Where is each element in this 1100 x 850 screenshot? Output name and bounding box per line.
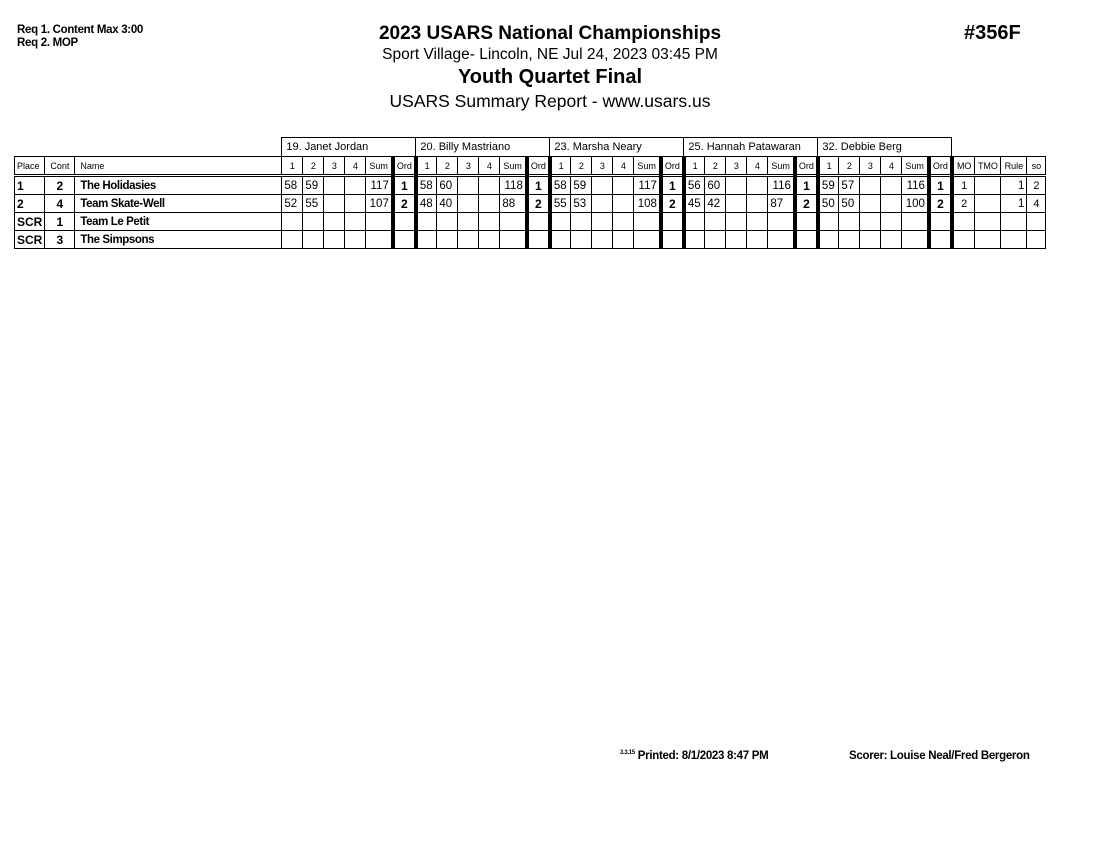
- header-4: 4: [613, 157, 634, 176]
- score-cell: 60: [705, 176, 726, 195]
- sum-cell: 107: [366, 195, 393, 213]
- so-cell: [1027, 231, 1046, 249]
- scorer-info: Scorer: Louise Neal/Fred Bergeron: [849, 750, 1030, 762]
- score-cell: [839, 231, 860, 249]
- sum-cell: 117: [366, 176, 393, 195]
- team-name-cell: Team Le Petit: [75, 213, 282, 231]
- header-ord: Ord: [527, 157, 550, 176]
- printed-info: [620, 750, 768, 762]
- tmo-cell: [975, 213, 1001, 231]
- judge-name: 32. Debbie Berg: [818, 138, 952, 157]
- table-row: [15, 176, 1046, 195]
- column-header-row: [15, 157, 1046, 176]
- rule-cell: [1001, 231, 1027, 249]
- ordinal-cell: 2: [527, 195, 550, 213]
- judge-header-row: [15, 138, 1046, 157]
- score-cell: [324, 176, 345, 195]
- ordinal-cell: 1: [661, 176, 684, 195]
- header-ord: Ord: [929, 157, 952, 176]
- mo-cell: [952, 231, 975, 249]
- score-cell: [818, 213, 839, 231]
- sum-cell: 100: [902, 195, 929, 213]
- sum-cell: 87: [768, 195, 795, 213]
- score-cell: [860, 213, 881, 231]
- score-cell: [860, 176, 881, 195]
- score-cell: [345, 231, 366, 249]
- score-cell: [592, 213, 613, 231]
- score-cell: [881, 231, 902, 249]
- header-4: 4: [881, 157, 902, 176]
- ordinal-cell: 2: [661, 195, 684, 213]
- score-cell: [437, 231, 458, 249]
- ordinal-cell: 1: [929, 176, 952, 195]
- score-cell: [324, 231, 345, 249]
- score-cell: [282, 231, 303, 249]
- score-cell: [416, 231, 437, 249]
- header-sum: Sum: [366, 157, 393, 176]
- score-cell: [747, 176, 768, 195]
- score-cell: 52: [282, 195, 303, 213]
- team-name-cell: The Simpsons: [75, 231, 282, 249]
- judge-name: 25. Hannah Patawaran: [684, 138, 818, 157]
- score-cell: 58: [550, 176, 571, 195]
- cont-cell: 3: [45, 231, 75, 249]
- score-cell: [881, 195, 902, 213]
- score-cell: [458, 213, 479, 231]
- cont-cell: 2: [45, 176, 75, 195]
- sum-cell: [768, 213, 795, 231]
- score-cell: [550, 213, 571, 231]
- cont-cell: 4: [45, 195, 75, 213]
- sum-cell: [500, 213, 527, 231]
- score-cell: [416, 213, 437, 231]
- rule-cell: 1: [1001, 176, 1027, 195]
- event-number: #356F: [964, 22, 1021, 44]
- header-sum: Sum: [768, 157, 795, 176]
- header-3: 3: [726, 157, 747, 176]
- header-3: 3: [592, 157, 613, 176]
- ordinal-cell: [527, 231, 550, 249]
- event-title: Youth Quartet Final: [457, 66, 643, 88]
- score-cell: [881, 176, 902, 195]
- header-1: 1: [416, 157, 437, 176]
- sum-cell: [902, 231, 929, 249]
- venue-datetime: Sport Village- Lincoln, NE Jul 24, 2023 03:45 PM: [382, 46, 718, 63]
- header-1: 1: [282, 157, 303, 176]
- sum-cell: 108: [634, 195, 661, 213]
- requirement-1: Req 1. Content Max 3:00: [17, 24, 144, 36]
- header-2: 2: [303, 157, 324, 176]
- sum-cell: 117: [634, 176, 661, 195]
- sum-cell: [500, 231, 527, 249]
- place-cell: SCR: [15, 213, 45, 231]
- score-cell: 59: [571, 176, 592, 195]
- score-cell: [613, 195, 634, 213]
- header-2: 2: [705, 157, 726, 176]
- so-cell: [1027, 213, 1046, 231]
- score-cell: [458, 195, 479, 213]
- header-4: 4: [747, 157, 768, 176]
- header-sum: Sum: [500, 157, 527, 176]
- score-cell: [705, 213, 726, 231]
- score-cell: 58: [282, 176, 303, 195]
- printed-timestamp: Printed: 8/1/2023 8:47 PM: [637, 750, 769, 762]
- score-cell: [592, 176, 613, 195]
- championship-title: 2023 USARS National Championships: [378, 23, 722, 44]
- sum-cell: [366, 213, 393, 231]
- so-cell: 4: [1027, 195, 1046, 213]
- header-place: Place: [15, 157, 45, 176]
- blank-cell: [15, 138, 282, 157]
- score-cell: [747, 213, 768, 231]
- score-cell: 50: [839, 195, 860, 213]
- header-1: 1: [818, 157, 839, 176]
- score-cell: [479, 176, 500, 195]
- score-cell: [684, 213, 705, 231]
- score-cell: [324, 213, 345, 231]
- score-cell: [592, 195, 613, 213]
- header-2: 2: [839, 157, 860, 176]
- score-cell: [684, 231, 705, 249]
- judge-name: 23. Marsha Neary: [550, 138, 684, 157]
- tmo-cell: [975, 176, 1001, 195]
- ordinal-cell: [795, 231, 818, 249]
- sum-cell: [634, 213, 661, 231]
- score-cell: [571, 231, 592, 249]
- score-cell: 57: [839, 176, 860, 195]
- table-row: [15, 231, 1046, 249]
- place-cell: 1: [15, 176, 45, 195]
- score-cell: [705, 231, 726, 249]
- score-cell: [613, 231, 634, 249]
- report-subtitle: USARS Summary Report - www.usars.us: [389, 91, 711, 111]
- score-cell: [613, 176, 634, 195]
- sum-cell: 116: [768, 176, 795, 195]
- team-name-cell: Team Skate-Well: [75, 195, 282, 213]
- score-cell: [458, 231, 479, 249]
- ordinal-cell: 1: [527, 176, 550, 195]
- header-so: so: [1027, 157, 1046, 176]
- requirements: [17, 24, 143, 50]
- header-4: 4: [345, 157, 366, 176]
- sum-cell: [768, 231, 795, 249]
- ordinal-cell: 1: [393, 176, 416, 195]
- score-cell: [437, 213, 458, 231]
- ordinal-cell: 2: [393, 195, 416, 213]
- results-table: [14, 137, 1046, 249]
- score-cell: 45: [684, 195, 705, 213]
- score-cell: [324, 195, 345, 213]
- score-cell: 55: [550, 195, 571, 213]
- sum-cell: [902, 213, 929, 231]
- header-1: 1: [684, 157, 705, 176]
- header-3: 3: [324, 157, 345, 176]
- score-cell: [747, 195, 768, 213]
- rule-cell: [1001, 213, 1027, 231]
- score-cell: 58: [416, 176, 437, 195]
- ordinal-cell: [929, 231, 952, 249]
- score-cell: [881, 213, 902, 231]
- mo-cell: [952, 213, 975, 231]
- version-number: 3.3.15: [620, 750, 635, 757]
- mo-cell: 2: [952, 195, 975, 213]
- header-ord: Ord: [661, 157, 684, 176]
- ordinal-cell: [661, 231, 684, 249]
- score-cell: 59: [303, 176, 324, 195]
- sum-cell: [634, 231, 661, 249]
- header-cont: Cont: [45, 157, 75, 176]
- score-cell: [479, 213, 500, 231]
- ordinal-cell: 2: [795, 195, 818, 213]
- score-cell: [345, 195, 366, 213]
- cont-cell: 1: [45, 213, 75, 231]
- table-row: [15, 213, 1046, 231]
- sum-cell: 116: [902, 176, 929, 195]
- ordinal-cell: [661, 213, 684, 231]
- sum-cell: [366, 231, 393, 249]
- team-name-cell: The Holidasies: [75, 176, 282, 195]
- score-cell: [613, 213, 634, 231]
- header-2: 2: [437, 157, 458, 176]
- score-cell: [479, 231, 500, 249]
- header-2: 2: [571, 157, 592, 176]
- judge-name: 19. Janet Jordan: [282, 138, 416, 157]
- header-name: Name: [75, 157, 282, 176]
- score-cell: 53: [571, 195, 592, 213]
- place-cell: SCR: [15, 231, 45, 249]
- score-cell: [458, 176, 479, 195]
- score-cell: [550, 231, 571, 249]
- rule-cell: 1: [1001, 195, 1027, 213]
- tmo-cell: [975, 231, 1001, 249]
- ordinal-cell: [795, 213, 818, 231]
- score-cell: 42: [705, 195, 726, 213]
- report-header: [330, 22, 770, 112]
- ordinal-cell: [929, 213, 952, 231]
- ordinal-cell: 2: [929, 195, 952, 213]
- header-tmo: TMO: [975, 157, 1001, 176]
- ordinal-cell: [527, 213, 550, 231]
- score-cell: 55: [303, 195, 324, 213]
- score-cell: [345, 176, 366, 195]
- mo-cell: 1: [952, 176, 975, 195]
- header-3: 3: [458, 157, 479, 176]
- score-cell: [479, 195, 500, 213]
- header-sum: Sum: [634, 157, 661, 176]
- requirement-2: Req 2. MOP: [17, 37, 78, 49]
- tmo-cell: [975, 195, 1001, 213]
- score-cell: [726, 195, 747, 213]
- sum-cell: 88: [500, 195, 527, 213]
- score-cell: [303, 231, 324, 249]
- score-cell: [282, 213, 303, 231]
- score-cell: [303, 213, 324, 231]
- header-mo: MO: [952, 157, 975, 176]
- score-cell: 60: [437, 176, 458, 195]
- judge-name: 20. Billy Mastriano: [416, 138, 550, 157]
- sum-cell: 118: [500, 176, 527, 195]
- score-cell: [818, 231, 839, 249]
- score-cell: [747, 231, 768, 249]
- score-cell: 56: [684, 176, 705, 195]
- header-1: 1: [550, 157, 571, 176]
- header-3: 3: [860, 157, 881, 176]
- score-cell: [571, 213, 592, 231]
- so-cell: 2: [1027, 176, 1046, 195]
- blank-cell: [952, 138, 1046, 157]
- score-cell: 40: [437, 195, 458, 213]
- table-row: [15, 195, 1046, 213]
- place-cell: 2: [15, 195, 45, 213]
- header-ord: Ord: [795, 157, 818, 176]
- header-ord: Ord: [393, 157, 416, 176]
- score-cell: [860, 231, 881, 249]
- score-cell: [726, 213, 747, 231]
- ordinal-cell: [393, 213, 416, 231]
- header-4: 4: [479, 157, 500, 176]
- score-cell: 48: [416, 195, 437, 213]
- score-cell: [726, 176, 747, 195]
- ordinal-cell: 1: [795, 176, 818, 195]
- score-cell: 50: [818, 195, 839, 213]
- score-cell: 59: [818, 176, 839, 195]
- score-cell: [839, 213, 860, 231]
- header-sum: Sum: [902, 157, 929, 176]
- ordinal-cell: [393, 231, 416, 249]
- score-cell: [860, 195, 881, 213]
- score-cell: [726, 231, 747, 249]
- header-rule: Rule: [1001, 157, 1027, 176]
- score-cell: [345, 213, 366, 231]
- score-cell: [592, 231, 613, 249]
